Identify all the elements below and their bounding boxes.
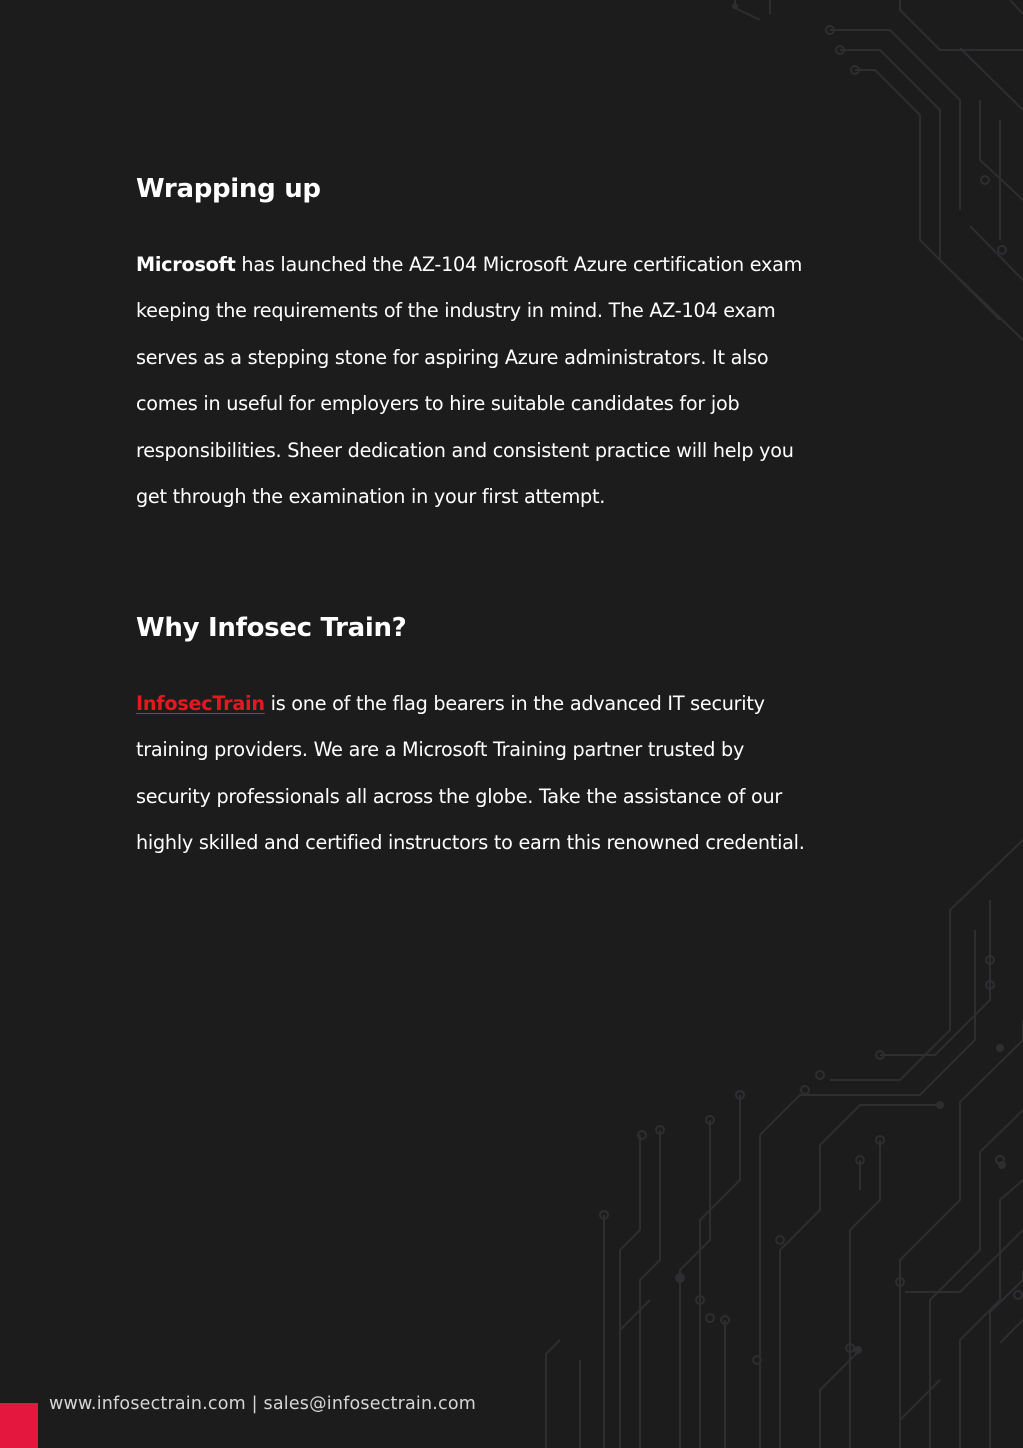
paragraph-line: highly skilled and certified instructors to earn this renowned credential. bbox=[136, 831, 805, 855]
paragraph-line: keeping the requirements of the industry in mind. The AZ-104 exam bbox=[136, 299, 776, 323]
microsoft-bold-label: Microsoft bbox=[136, 253, 236, 276]
infosectrain-link[interactable]: InfosecTrain bbox=[136, 692, 265, 715]
paragraph-line: responsibilities. Sheer dedication and consistent practice will help you bbox=[136, 438, 794, 462]
section-heading-why-infosec-train: Why Infosec Train? bbox=[136, 613, 407, 643]
line-text: is one of the flag bearers in the advanced IT security bbox=[264, 692, 765, 715]
wrapping-up-paragraph bbox=[136, 242, 876, 520]
paragraph-line: get through the examination in your first attempt. bbox=[136, 485, 606, 509]
footer-contact-text: www.infosectrain.com | sales@infosectrain.com bbox=[49, 1394, 477, 1414]
footer-accent-block bbox=[0, 1403, 38, 1448]
paragraph-line: comes in useful for employers to hire suitable candidates for job bbox=[136, 392, 740, 416]
paragraph-line: training providers. We are a Microsoft Training partner trusted by bbox=[136, 738, 745, 762]
line-text: has launched the AZ-104 Microsoft Azure certification exam bbox=[235, 253, 803, 276]
paragraph-line bbox=[136, 681, 876, 727]
paragraph-line bbox=[136, 242, 876, 288]
section-heading-wrapping-up: Wrapping up bbox=[136, 174, 321, 204]
paragraph-line: security professionals all across the globe. Take the assistance of our bbox=[136, 784, 783, 808]
why-infosec-paragraph bbox=[136, 681, 876, 867]
paragraph-line: serves as a stepping stone for aspiring Azure administrators. It also bbox=[136, 345, 769, 369]
